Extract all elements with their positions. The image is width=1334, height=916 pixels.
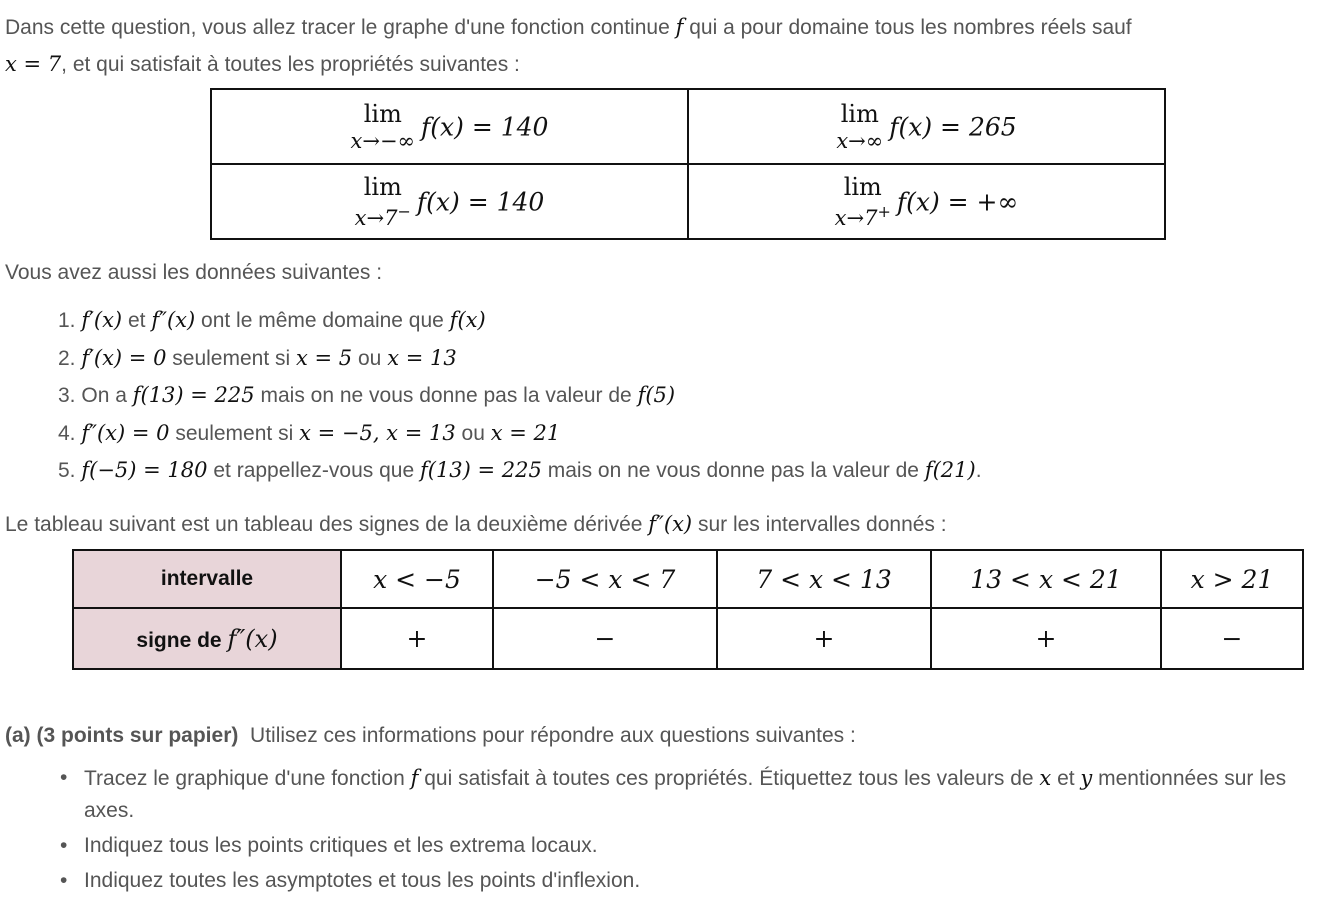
text: On a (81, 384, 133, 407)
list-item (58, 415, 982, 453)
text: ou (455, 421, 491, 445)
given-heading: Vous avez aussi les données suivantes : (5, 261, 383, 284)
lim-operator (834, 172, 891, 230)
row-header-sign (73, 608, 341, 669)
sign-cell: + (341, 608, 493, 669)
part-a-label: (a) (3 points sur papier) (5, 724, 239, 747)
text: et rappellez-vous que (207, 459, 420, 482)
lim-subscript-base: x→7 (354, 205, 398, 230)
math: f′(x) = 0 (81, 345, 167, 370)
sign-cell: + (717, 608, 931, 669)
text: mentionnées sur les axes. (84, 767, 1287, 822)
math: f(13) = 225 (419, 458, 542, 482)
item-number: 4. (58, 421, 76, 445)
math: x = 5 (296, 345, 353, 370)
math: f″(x) (648, 512, 693, 536)
text: ont le même domaine que (195, 309, 450, 332)
math: y (1080, 766, 1093, 790)
limits-table (210, 88, 1166, 240)
list-item (58, 377, 982, 415)
math: f″(x) (151, 308, 196, 332)
text: . (975, 459, 982, 482)
lim-subscript (354, 201, 411, 230)
limit-cell (211, 89, 688, 164)
lim-word: lim (843, 172, 882, 201)
lim-subscript: x→−∞ (350, 128, 416, 153)
interval-cell: 13 < x < 21 (931, 550, 1161, 608)
text: et (1051, 767, 1081, 790)
row-header-interval: intervalle (73, 550, 341, 608)
lim-word: lim (363, 99, 402, 128)
lim-subscript: x→∞ (836, 128, 884, 153)
sign-cell: − (1161, 608, 1303, 669)
lim-superscript: − (397, 201, 411, 221)
text: mais on ne vous donne pas la valeur de (254, 384, 638, 407)
math-x-equals-7: x = 7 (5, 52, 62, 76)
item-number: 5. (58, 459, 76, 482)
sign-cell: − (493, 608, 717, 669)
math: x = 21 (490, 420, 561, 445)
interval-cell: −5 < x < 7 (493, 550, 717, 608)
item-number: 3. (58, 384, 76, 407)
lim-operator (350, 99, 416, 153)
text: seulement si (166, 346, 296, 370)
part-a-bullets (84, 762, 1304, 900)
text: seulement si (169, 421, 300, 445)
lim-subscript (834, 201, 891, 230)
item-number: 1. (58, 309, 76, 332)
lim-operator (354, 172, 411, 230)
math: f(5) (637, 383, 676, 407)
math: f″(x) = 0 (81, 420, 170, 445)
part-a-prompt (5, 721, 856, 751)
text: Tracez le graphique d'une fonction (84, 767, 411, 790)
list-item (84, 865, 1304, 897)
lim-word: lim (363, 172, 402, 201)
text: signe de (136, 628, 228, 652)
text: Le tableau suivant est un tableau des signes de la deuxième dérivée (5, 513, 649, 536)
list-item (84, 762, 1304, 827)
limits-row (211, 164, 1165, 239)
math: f″(x) (227, 624, 278, 653)
intro-text: Dans cette question, vous allez tracer le graphe d'une fonction continue (5, 16, 676, 39)
sign-table (72, 549, 1304, 670)
limits-row (211, 89, 1165, 164)
intro-paragraph (5, 9, 1325, 83)
math-f: f (675, 15, 684, 39)
math: x = −5, x = 13 (299, 420, 456, 445)
list-item (58, 452, 982, 490)
text: ou (352, 346, 388, 370)
lim-operator (836, 99, 884, 153)
math: x (1039, 766, 1052, 790)
text: Indiquez toutes les asymptotes et tous les points d'inflexion. (84, 869, 641, 892)
text: et (122, 309, 152, 332)
lim-expression: f(x) = 265 (889, 112, 1017, 141)
sign-table-heading (5, 506, 947, 543)
text: Indiquez tous les points critiques et les extrema locaux. (84, 834, 598, 857)
item-number: 2. (58, 346, 76, 370)
interval-cell: x < −5 (341, 550, 493, 608)
math: f(21) (924, 458, 976, 482)
lim-expression: f(x) = 140 (421, 112, 549, 141)
lim-expression: f(x) = 140 (416, 187, 545, 216)
text: sur les intervalles donnés : (692, 513, 947, 536)
math: x = 13 (387, 345, 457, 370)
list-item (58, 340, 982, 378)
limit-cell (211, 164, 688, 239)
sign-row (73, 608, 1303, 669)
limit-cell (688, 164, 1165, 239)
lim-word: lim (840, 99, 879, 128)
lim-subscript-base: x→7 (834, 205, 878, 230)
math: f (410, 766, 419, 790)
list-item (58, 302, 982, 340)
interval-cell: x > 21 (1161, 550, 1303, 608)
text: qui satisfait à toutes ces propriétés. Étiquettez tous les valeurs de (418, 767, 1040, 790)
math: f(13) = 225 (132, 383, 255, 407)
math: f′(x) (81, 308, 123, 332)
lim-expression: f(x) = +∞ (896, 187, 1019, 216)
intro-text: qui a pour domaine tous les nombres réels sauf (683, 16, 1132, 39)
given-list (58, 302, 982, 490)
list-item (84, 830, 1304, 862)
text: Utilisez ces informations pour répondre aux questions suivantes : (250, 724, 856, 747)
sign-cell: + (931, 608, 1161, 669)
interval-cell: 7 < x < 13 (717, 550, 931, 608)
limit-cell (688, 89, 1165, 164)
text: mais on ne vous donne pas la valeur de (541, 459, 925, 482)
interval-row (73, 550, 1303, 608)
math: f(x) (449, 308, 486, 332)
lim-superscript: + (877, 201, 891, 221)
intro-text: , et qui satisfait à toutes les propriétés suivantes : (61, 53, 520, 76)
math: f(−5) = 180 (81, 458, 208, 482)
